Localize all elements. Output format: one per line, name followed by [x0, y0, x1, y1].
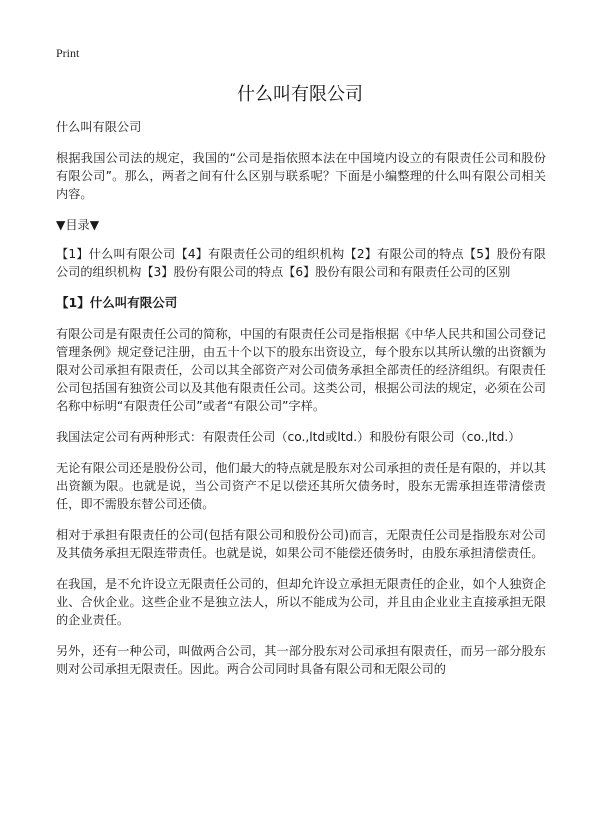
toc-link-3[interactable]: 【3】股份有限公司的特点	[141, 265, 284, 279]
paragraph: 在我国，是不允许设立无限责任公司的，但却允许设立承担无限责任的企业，如个人独资企业、合伙企业。这些企业不是独立法人，所以不能成为公司，并且由企业业主直接承担无限的企业责任。	[56, 577, 546, 627]
print-link[interactable]: Print	[56, 46, 80, 60]
intro-paragraph: 根据我国公司法的规定，我国的“公司是指依照本法在中国境内设立的有限责任公司和股份有限公司”。那么，两者之间有什么区别与联系呢？下面是小编整理的什么叫有限公司相关内容。	[56, 151, 546, 201]
toc-link-2[interactable]: 【2】有限公司的特点	[344, 247, 464, 261]
table-of-contents	[56, 245, 546, 281]
section-heading: 【1】什么叫有限公司	[56, 295, 178, 310]
paragraph: 另外，还有一种公司，叫做两合公司，其一部分股东对公司承担有限责任，而另一部分股东则对公司承担无限责任。因此。两合公司同时具备有限公司和无限公司的	[56, 644, 546, 676]
page-title: 什么叫有限公司	[237, 84, 363, 105]
paragraph: 相对于承担有限责任的公司(包括有限公司和股份公司)而言，无限责任公司是指股东对公司及其债务承担无限连带责任。也就是说，如果公司不能偿还债务时，由股东承担清偿责任。	[56, 528, 546, 560]
toc-link-1[interactable]: 【1】什么叫有限公司	[56, 247, 176, 261]
toc-link-5[interactable]: 【5】股份有限公司的组织机构	[56, 247, 546, 279]
paragraph: 有限公司是有限责任公司的简称，中国的有限责任公司是指根据《中华人民共和国公司登记管理条例》规定登记注册，由五十个以下的股东出资设立，每个股东以其所认缴的出资额为限对公司承担有限责任，公司以其全部资产对公司债务承担全部责任的经济组织。有限责任公司包括国有独资公司以及其他有限责任公司。这类公司，根据公司法的规定，必须在公司名称中标明“有限责任公司”或者“有限公司”字样。	[56, 327, 546, 413]
paragraph: 无论有限公司还是股份公司，他们最大的特点就是股东对公司承担的责任是有限的，并以其出资额为限。也就是说，当公司资产不足以偿还其所欠债务时，股东无需承担连带清偿责任，即不需股东替公司还债。	[56, 461, 546, 511]
toc-link-4[interactable]: 【4】有限责任公司的组织机构	[175, 247, 345, 261]
toc-link-6[interactable]: 【6】股份有限公司和有限责任公司的区别	[283, 265, 511, 279]
toc-label: ▼目录▼	[56, 218, 100, 232]
paragraph: 我国法定公司有两种形式：有限责任公司（co.,ltd或ltd.）和股份有限公司（co.,ltd.）	[56, 430, 521, 444]
article-body	[56, 118, 546, 691]
article-subtitle: 什么叫有限公司	[56, 120, 142, 134]
